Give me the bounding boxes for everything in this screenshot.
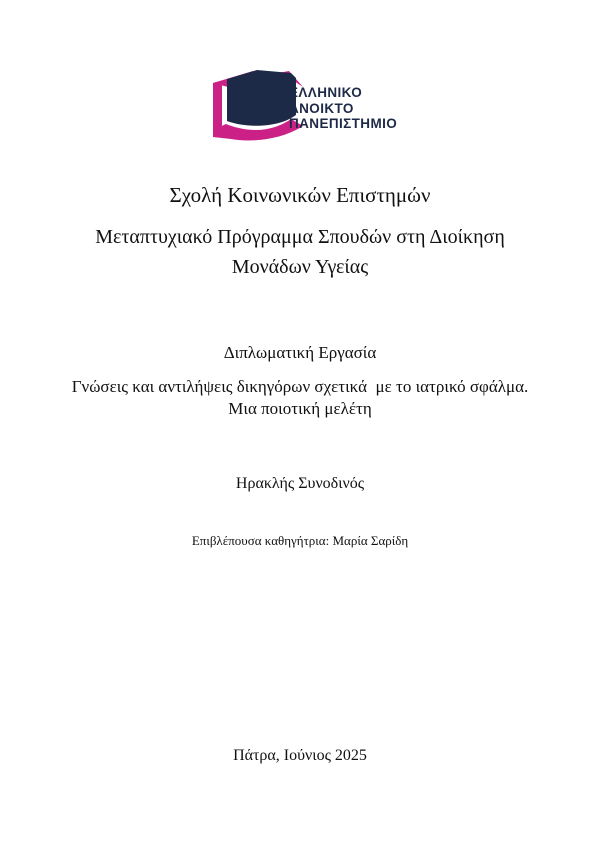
thesis-type-label: Διπλωματική Εργασία bbox=[223, 343, 377, 362]
thesis-title-line1: Γνώσεις και αντιλήψεις δικηγόρων σχετικά με το ιατρικό σφάλμα. bbox=[71, 377, 529, 396]
logo-cover-left-band bbox=[213, 81, 222, 131]
program-name-line2: Μονάδων Υγείας bbox=[231, 256, 369, 278]
thesis-title-line2: Μια ποιοτική μελέτη bbox=[228, 399, 372, 418]
place-date: Πάτρα, Ιούνιος 2025 bbox=[233, 747, 367, 764]
logo-pages-block bbox=[227, 70, 296, 126]
university-logo-wordmark bbox=[289, 85, 397, 132]
school-name: Σχολή Κοινωνικών Επιστημών bbox=[169, 183, 431, 207]
author-name: Ηρακλής Συνοδινός bbox=[235, 475, 365, 492]
supervisor-line: Επιβλέπουσα καθηγήτρια: Μαρία Σαρίδη bbox=[191, 533, 409, 548]
logo-wordmark-line2: ΑΝΟΙΚΤΟ bbox=[289, 100, 354, 116]
program-name-line1: Μεταπτυχιακό Πρόγραμμα Σπουδών στη Διοίκηση bbox=[95, 226, 505, 248]
logo-wordmark-line3: ΠΑΝΕΠΙΣΤΗΜΙΟ bbox=[289, 116, 398, 131]
logo-wordmark-line1: ΕΛΛΗΝΙΚΟ bbox=[289, 85, 363, 100]
